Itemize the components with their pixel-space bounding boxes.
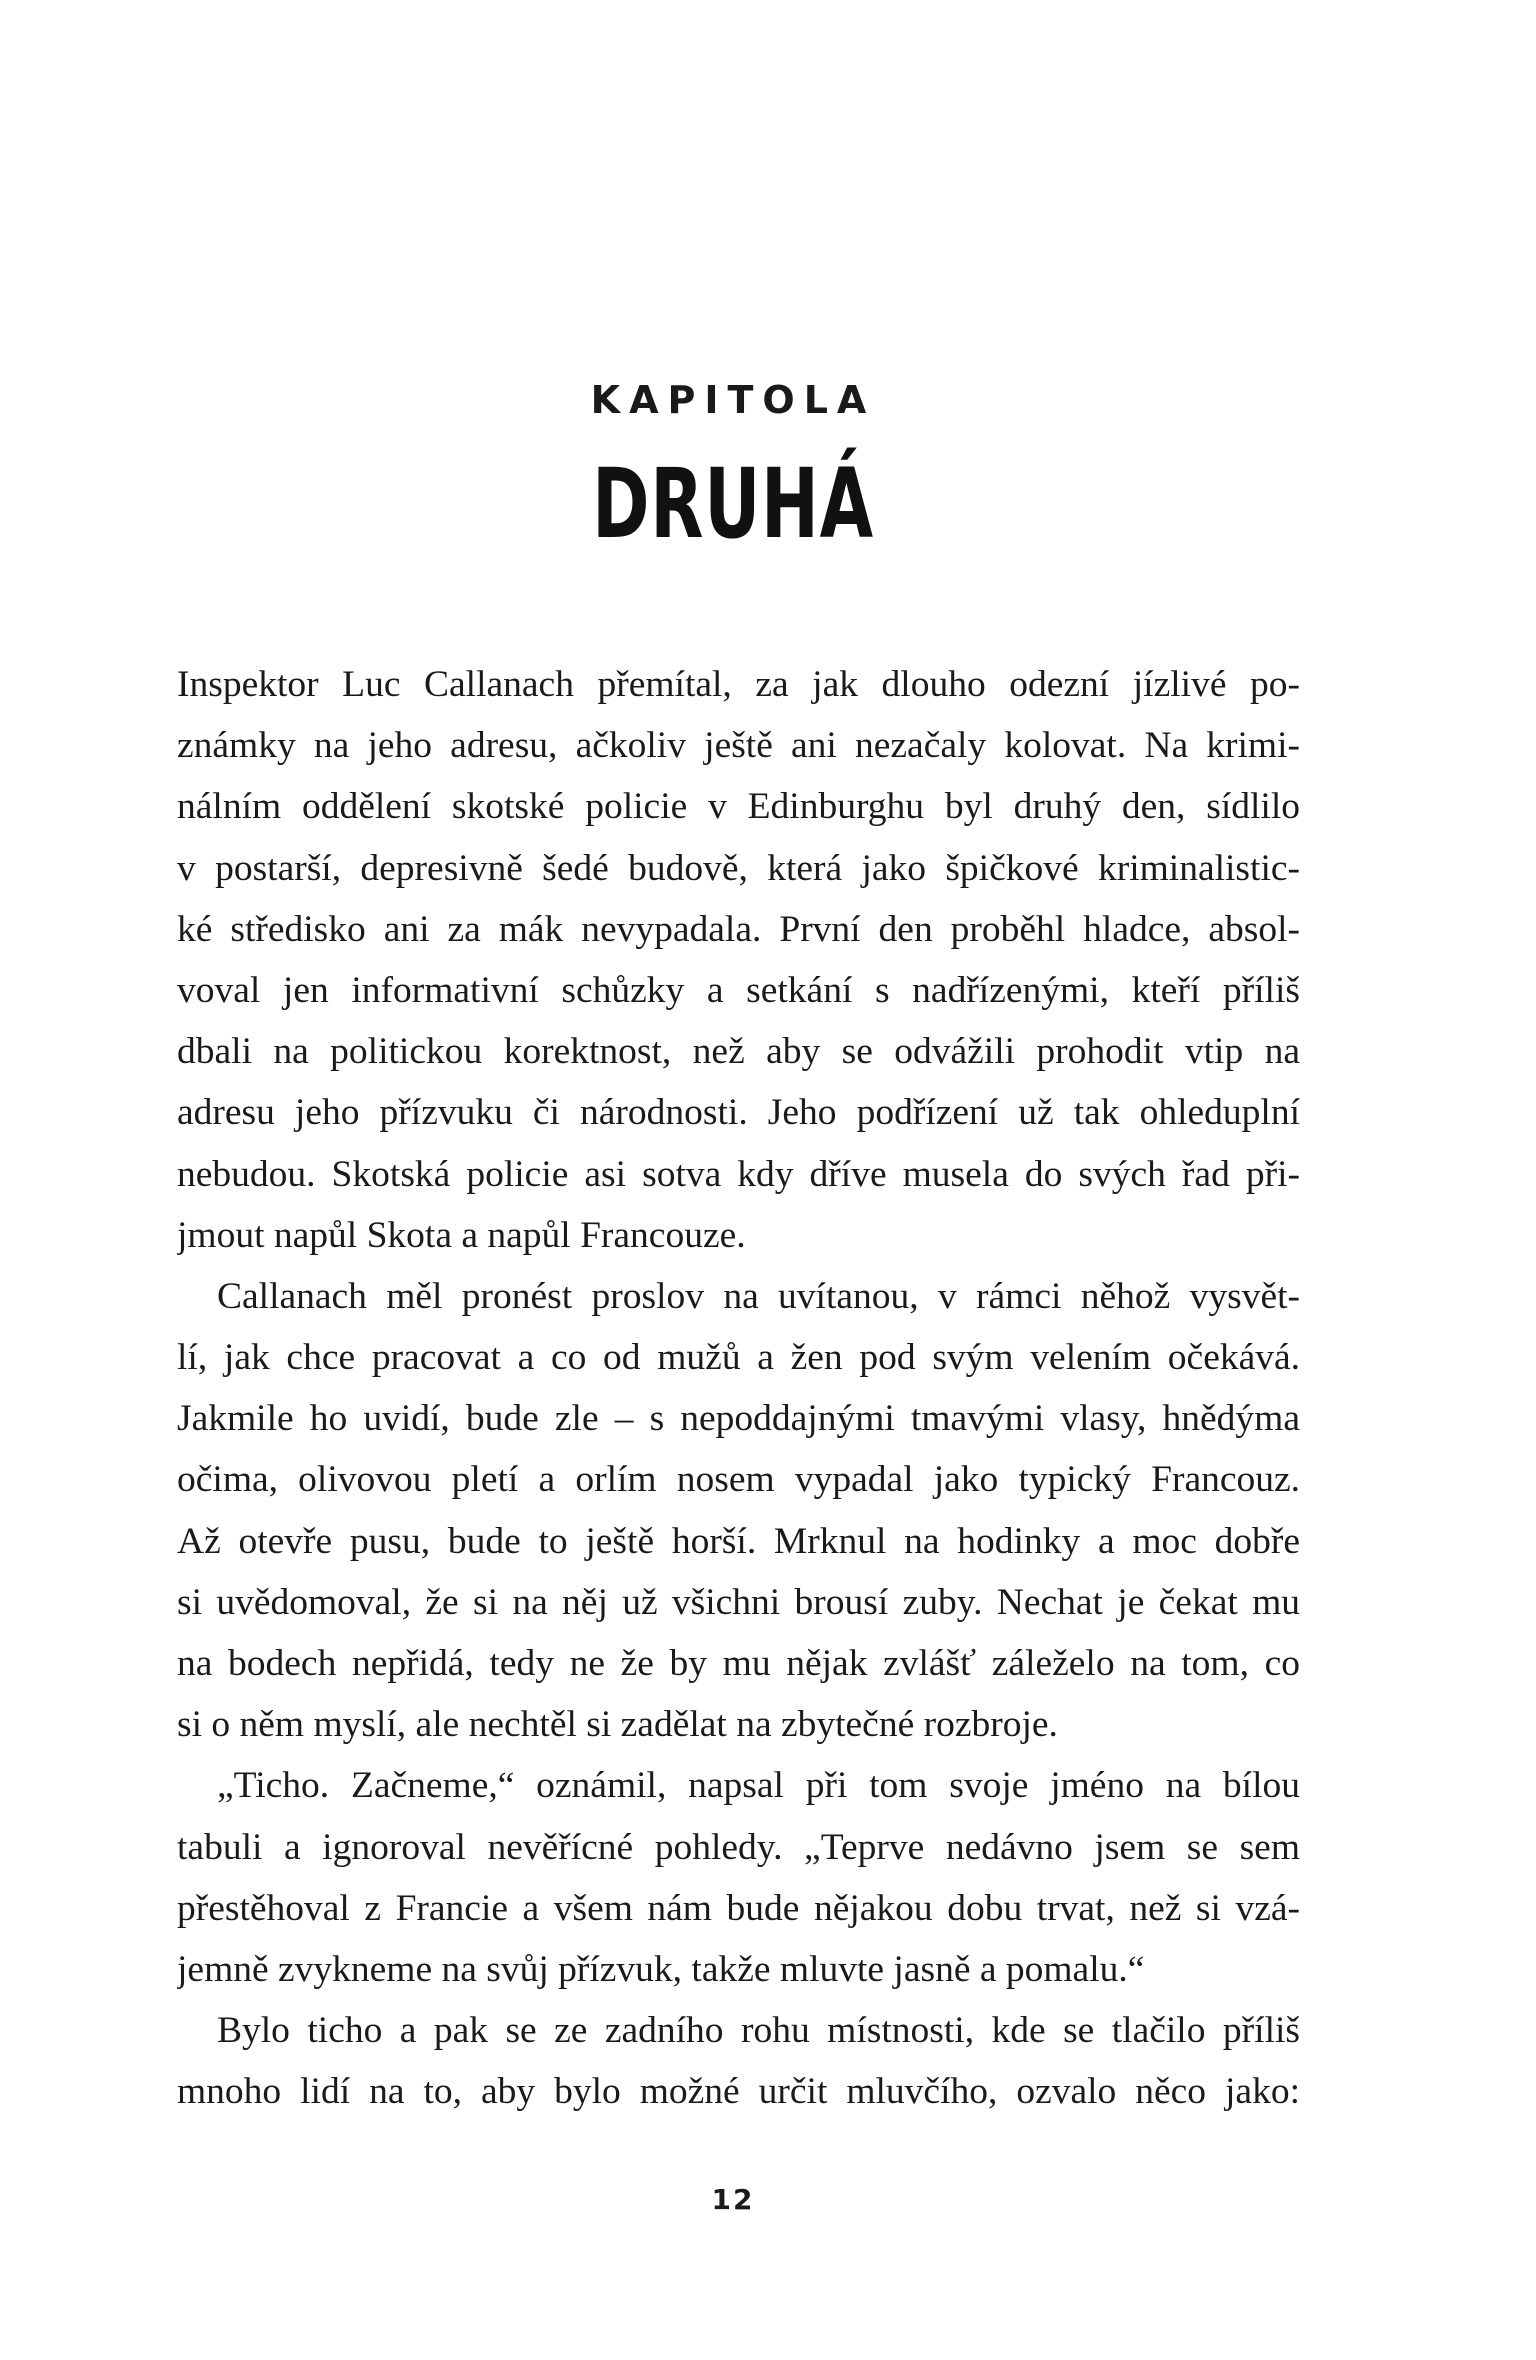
chapter-label: KAPITOLA [590,378,876,422]
text-line: ké středisko ani za mák nevypadala. První den proběhl hladce, absol- [177,908,1300,950]
text-line: přestěhoval z Francie a všem nám bude nějakou dobu trvat, než si vzá- [177,1887,1300,1929]
text-line: na bodech nepřidá, tedy ne že by mu nějak zvlášť záleželo na tom, co [177,1643,1300,1684]
text-line: dbali na politickou korektnost, než aby se odvážili prohodit vtip na [177,1031,1300,1073]
paragraph-3 [177,1755,1300,2000]
paragraph-4 [177,2000,1300,2122]
text-line: očima, olivovou pletí a orlím nosem vypadal jako typický Francouz. [177,1459,1300,1501]
text-line: voval jen informativní schůzky a setkání s nadřízenými, kteří příliš [177,969,1300,1011]
paragraph-1 [177,654,1300,1266]
text-line: si uvědomoval, že si na něj už všichni brousí zuby. Nechat je čekat mu [177,1581,1300,1623]
text-line: „Ticho. Začneme,“ oznámil, napsal při tom svoje jméno na bílou [217,1765,1300,1807]
text-line: mnoho lidí na to, aby bylo možné určit mluvčího, ozvalo něco jako: [177,2071,1300,2113]
text-line: nebudou. Skotská policie asi sotva kdy dříve musela do svých řad při- [177,1153,1300,1195]
text-line: si o něm myslí, ale nechtěl si zadělat na zbytečné rozbroje. [177,1704,1058,1746]
paragraph-2 [177,1266,1300,1756]
text-line: v postarší, depresivně šedé budově, která jako špičkové kriminalistic- [177,847,1300,889]
text-line: známky na jeho adresu, ačkoliv ještě ani nezačaly kolovat. Na krimi- [177,725,1300,767]
text-line: adresu jeho přízvuku či národnosti. Jeho podřízení už tak ohleduplní [177,1092,1300,1134]
page-number: 12 [711,2183,755,2216]
text-line: Inspektor Luc Callanach přemítal, za jak dlouho odezní jízlivé po- [177,664,1300,705]
text-line: lí, jak chce pracovat a co od mužů a žen pod svým velením očekává. [177,1337,1300,1379]
body-text [177,654,1300,2123]
text-line: jemně zvykneme na svůj přízvuk, takže mluvte jasně a pomalu.“ [177,1948,1145,1990]
text-line: Až otevře pusu, bude to ještě horší. Mrknul na hodinky a moc dobře [177,1520,1300,1562]
chapter-title: DRUHÁ [592,448,874,560]
text-line: jmout napůl Skota a napůl Francouze. [177,1214,746,1256]
text-line: Callanach měl pronést proslov na uvítanou, v rámci něhož vysvět- [217,1275,1300,1317]
text-line: Jakmile ho uvidí, bude zle – s nepoddajnými tmavými vlasy, hnědýma [177,1398,1300,1440]
text-line: tabuli a ignoroval nevěřícné pohledy. „Teprve nedávno jsem se sem [177,1826,1300,1868]
text-line: Bylo ticho a pak se ze zadního rohu místnosti, kde se tlačilo příliš [217,2010,1300,2052]
text-line: nálním oddělení skotské policie v Edinburghu byl druhý den, sídlilo [177,786,1300,828]
